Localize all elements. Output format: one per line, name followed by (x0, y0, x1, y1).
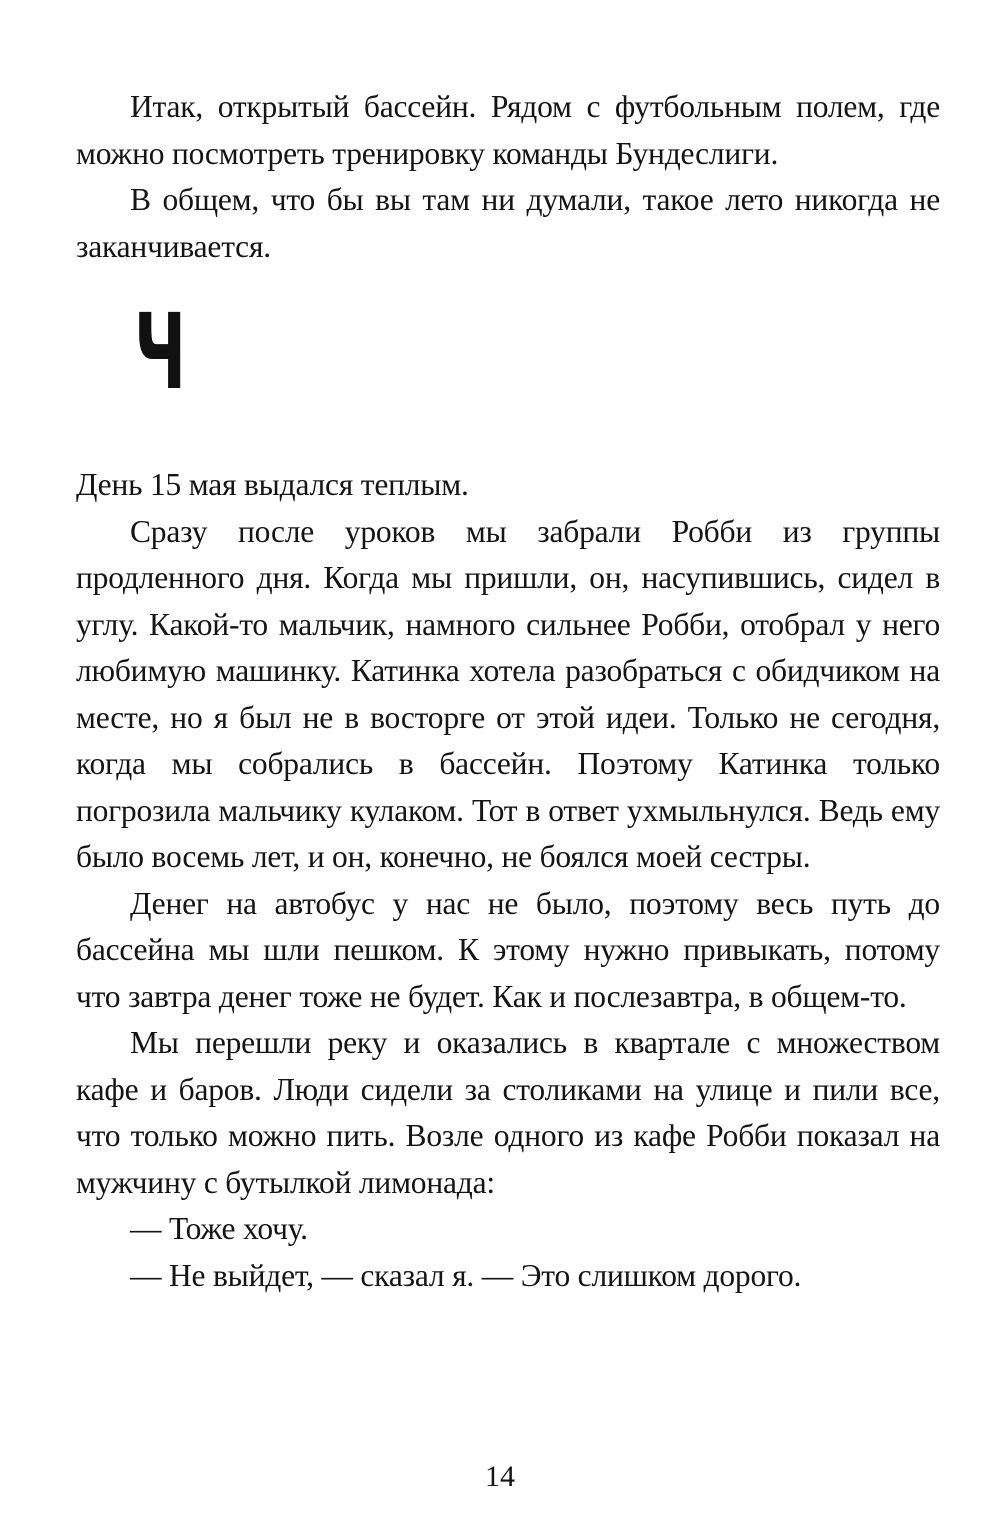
paragraph: Итак, открытый бассейн. Рядом с футбольным полем, где можно посмотреть тренировку команды Бундеслиги. (76, 89, 940, 171)
dialogue-line: — Тоже хочу. (130, 1211, 308, 1246)
paragraph: День 15 мая выдался теплым. (76, 467, 469, 502)
paragraph: Сразу после уроков мы забрали Робби из группы продленного дня. Когда мы пришли, он, насупившись, сидел в углу. Какой-то мальчик, намного сильнее Робби, отобрал у него любимую машинку. Катинка хотела разобраться с обидчиком на месте, но я был не в восторге от этой идеи. Только не сегодня, когда мы собрались в бассейн. Поэтому Катинка только погрозила мальчику кулаком. Тот в ответ ухмыльнулся. Ведь ему было восемь лет, и он, конечно, не боялся моей сестры. (76, 513, 940, 874)
page-body (76, 84, 940, 1299)
paragraph: В общем, что бы вы там ни думали, такое лето никогда не заканчивается. (76, 182, 940, 264)
dialogue-line: — Не выйдет, — сказал я. — Это слишком дорого. (130, 1257, 802, 1293)
paragraph: Мы перешли реку и оказались в квартале с множеством кафе и баров. Люди сидели за столиками на улице и пили все, что только можно пить. Возле одного из кафе Робби показал на мужчину с бутылкой лимонада: (76, 1025, 940, 1200)
paragraph: Денег на автобус у нас не было, поэтому весь путь до бассейна мы шли пешком. К этому нужно привыкать, потому что завтра денег тоже не будет. Как и послезавтра, в общем-то. (76, 885, 940, 1014)
chapter-number: Ч (134, 291, 186, 413)
page-number: 14 (485, 1460, 515, 1493)
chapter-heading (76, 270, 940, 462)
